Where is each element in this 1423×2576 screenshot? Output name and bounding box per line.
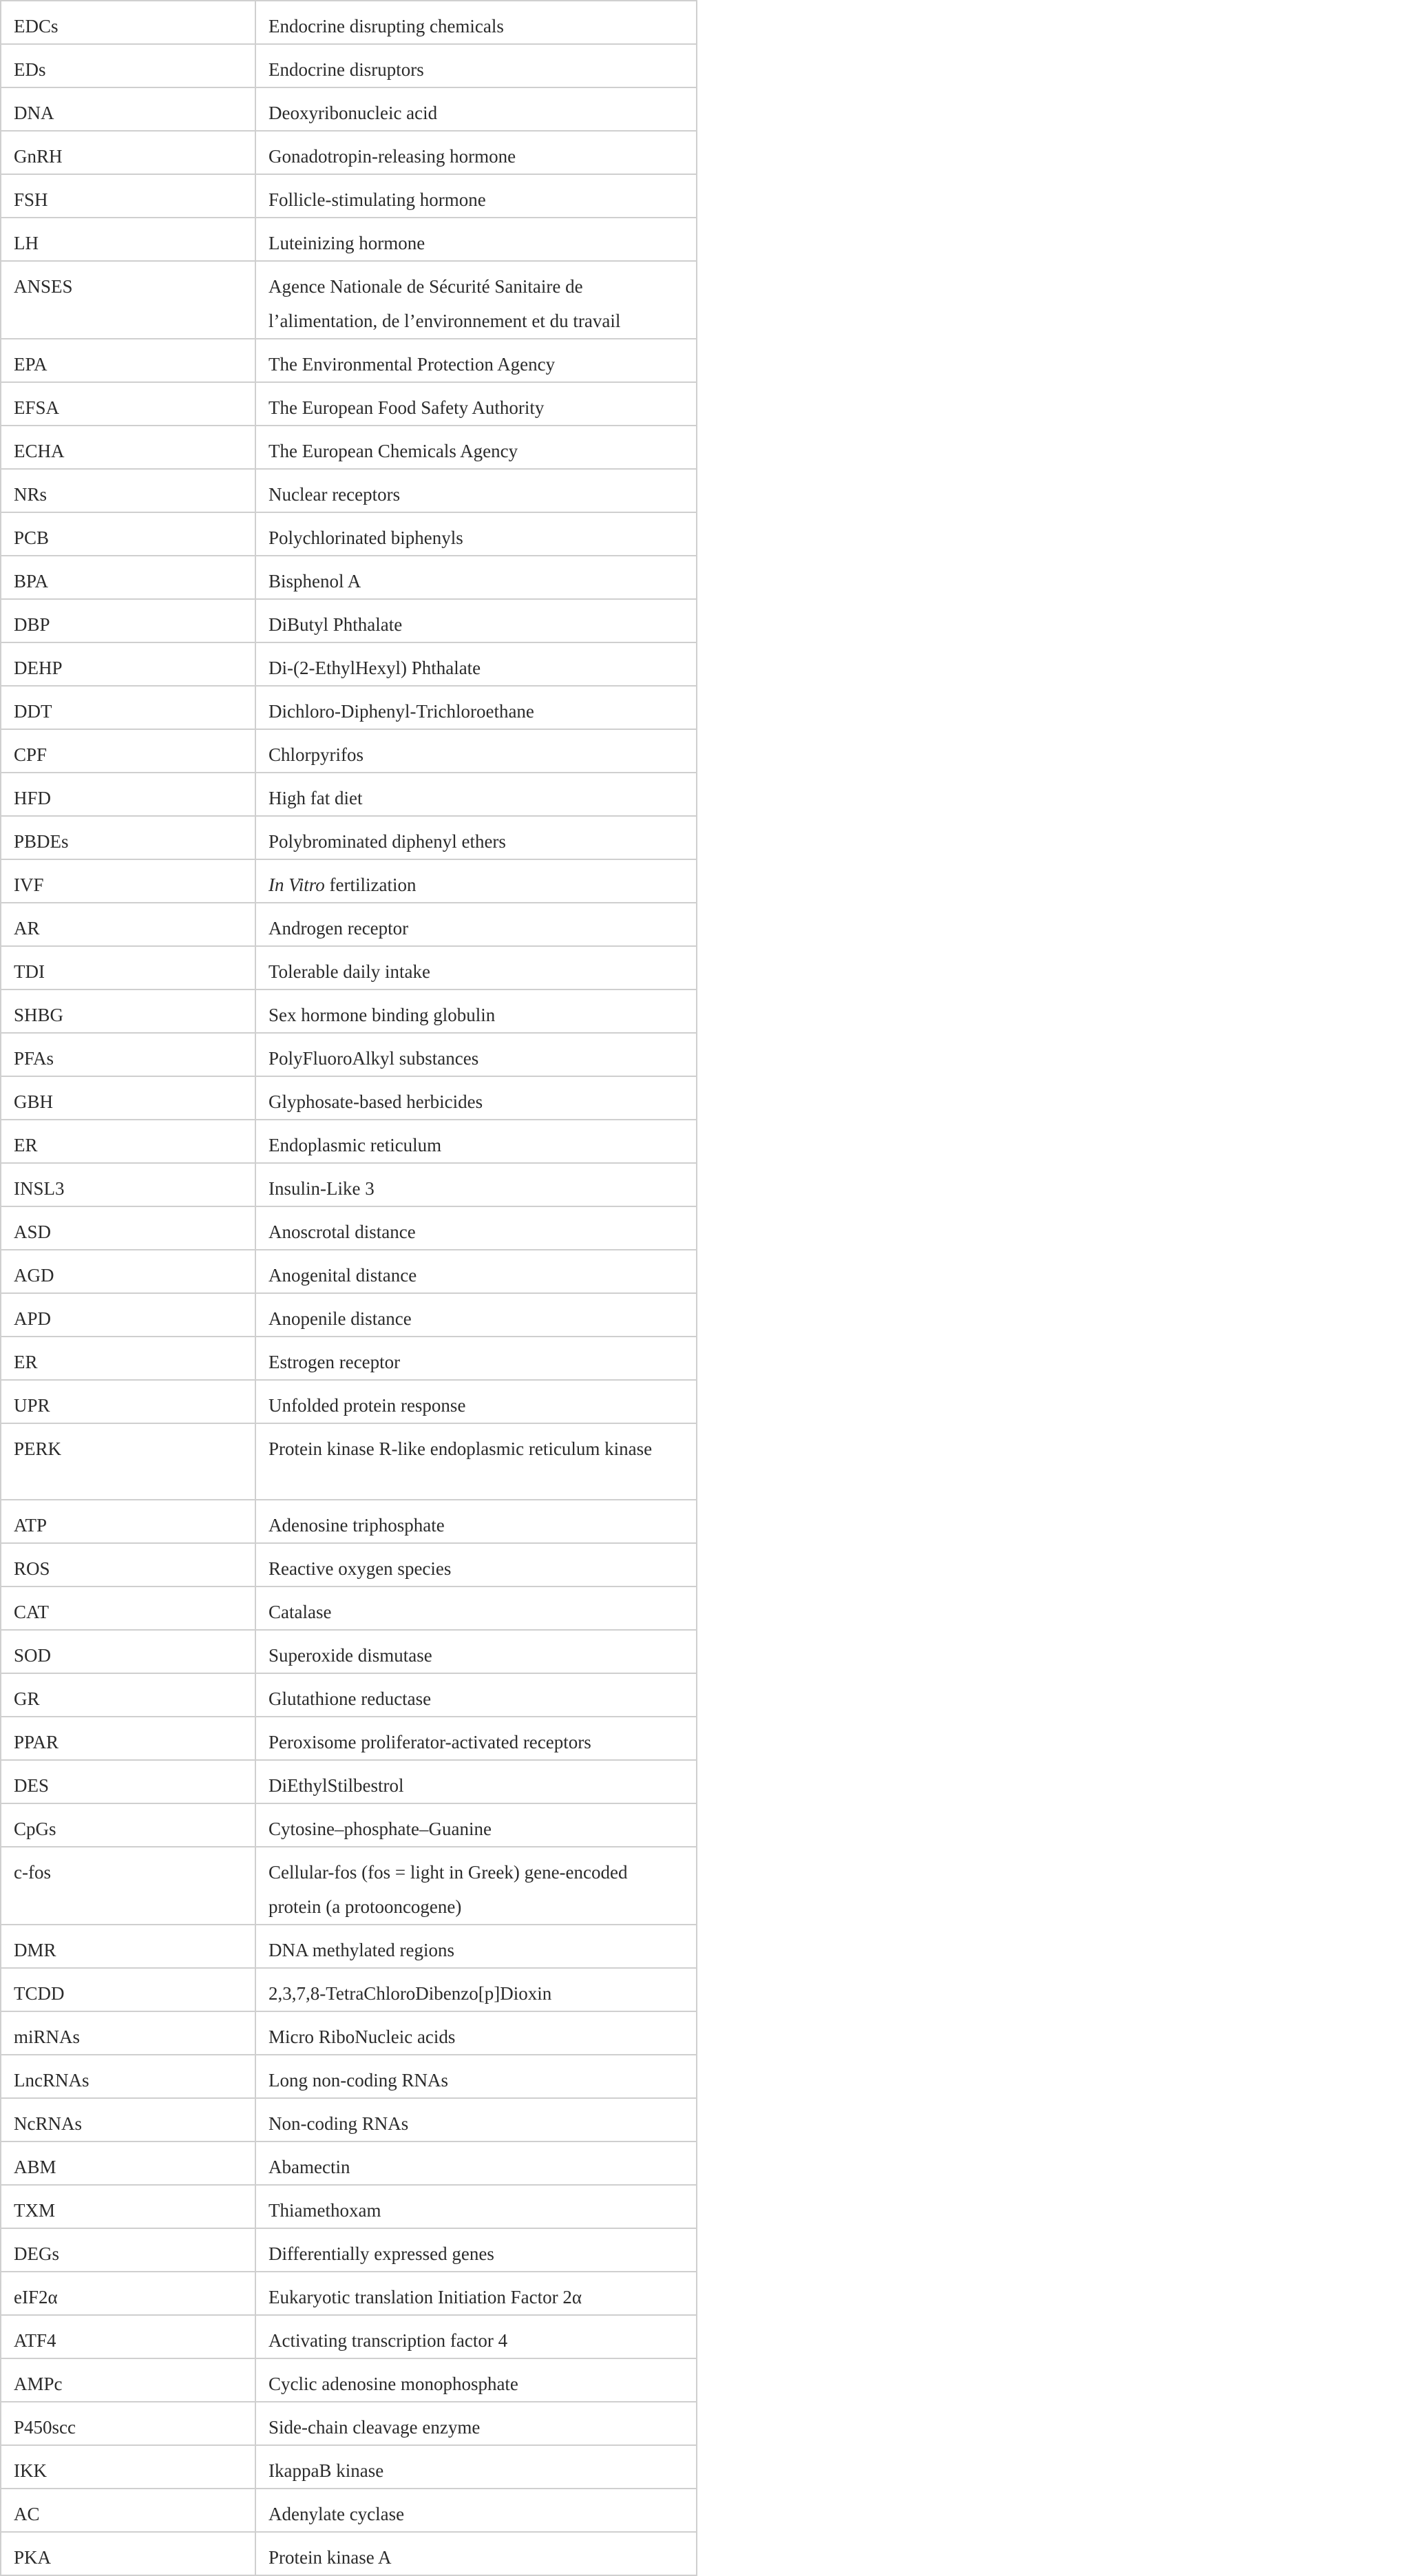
table-row [1,1163,697,1206]
definition-cell: Long non-coding RNAs [255,2055,697,2098]
table-row [1,1630,697,1673]
table-row [1,859,697,903]
table-row [1,2358,697,2402]
table-row [1,1120,697,1163]
definition-cell: The Environmental Protection Agency [255,339,697,382]
abbreviation-cell: P450scc [1,2402,255,2445]
abbreviation-cell: EDs [1,44,255,87]
definition-cell: Protein kinase R-like endoplasmic reticulum kinase [255,1423,697,1500]
definition-cell: The European Food Safety Authority [255,382,697,426]
definition-cell: Deoxyribonucleic acid [255,87,697,131]
abbreviation-cell: GnRH [1,131,255,174]
abbreviation-cell: AMPc [1,2358,255,2402]
definition-cell: Unfolded protein response [255,1380,697,1423]
definition-cell: Chlorpyrifos [255,729,697,773]
table-row [1,1293,697,1337]
abbreviations-table-body [1,1,697,2575]
table-row [1,382,697,426]
definition-cell: Dichloro-Diphenyl-Trichloroethane [255,686,697,729]
definition-cell: Micro RiboNucleic acids [255,2011,697,2055]
definition-cell: Cellular-fos (fos = light in Greek) gene-encoded protein (a protooncogene) [255,1847,697,1925]
abbreviation-cell: BPA [1,556,255,599]
table-row [1,2402,697,2445]
definition-cell: Endocrine disrupting chemicals [255,1,697,44]
table-row [1,1760,697,1803]
definition-cell: DiButyl Phthalate [255,599,697,642]
definition-cell: Thiamethoxam [255,2185,697,2228]
abbreviation-cell: DDT [1,686,255,729]
definition-cell: Androgen receptor [255,903,697,946]
definition-italic-text: In Vitro [268,875,325,895]
table-row [1,44,697,87]
abbreviation-cell: PFAs [1,1033,255,1076]
definition-cell: Di-(2-EthylHexyl) Phthalate [255,642,697,686]
abbreviation-cell: ECHA [1,426,255,469]
table-row [1,512,697,556]
table-row [1,1250,697,1293]
table-row [1,2445,697,2489]
definition-cell: Bisphenol A [255,556,697,599]
table-row [1,1380,697,1423]
abbreviation-cell: DBP [1,599,255,642]
table-row [1,2185,697,2228]
definition-cell: Sex hormone binding globulin [255,989,697,1033]
abbreviation-cell: TXM [1,2185,255,2228]
abbreviation-cell: EPA [1,339,255,382]
definition-cell: DNA methylated regions [255,1925,697,1968]
definition-cell: High fat diet [255,773,697,816]
definition-cell: Glutathione reductase [255,1673,697,1717]
abbreviation-cell: APD [1,1293,255,1337]
definition-cell: Superoxide dismutase [255,1630,697,1673]
abbreviation-cell: UPR [1,1380,255,1423]
abbreviation-cell: AR [1,903,255,946]
table-row [1,1673,697,1717]
table-row [1,2489,697,2532]
definition-cell: Adenylate cyclase [255,2489,697,2532]
abbreviation-cell: ER [1,1120,255,1163]
abbreviation-cell: LH [1,218,255,261]
table-row [1,1033,697,1076]
table-row [1,2532,697,2575]
table-row [1,989,697,1033]
abbreviation-cell: NcRNAs [1,2098,255,2142]
definition-cell: Anopenile distance [255,1293,697,1337]
abbreviation-cell: PPAR [1,1717,255,1760]
table-row [1,339,697,382]
abbreviation-cell: TCDD [1,1968,255,2011]
abbreviation-cell: EFSA [1,382,255,426]
definition-cell: Insulin-Like 3 [255,1163,697,1206]
abbreviation-cell: miRNAs [1,2011,255,2055]
table-row [1,686,697,729]
table-row [1,2011,697,2055]
table-row [1,1587,697,1630]
abbreviation-cell: DMR [1,1925,255,1968]
abbreviation-cell: ATP [1,1500,255,1543]
definition-cell: Anoscrotal distance [255,1206,697,1250]
abbreviation-cell: GBH [1,1076,255,1120]
table-row [1,1076,697,1120]
table-row [1,773,697,816]
definition-cell: Cyclic adenosine monophosphate [255,2358,697,2402]
definition-cell: Abamectin [255,2142,697,2185]
abbreviation-cell: AC [1,2489,255,2532]
abbreviation-cell: FSH [1,174,255,218]
definition-cell: Side-chain cleavage enzyme [255,2402,697,2445]
definition-cell: Gonadotropin-releasing hormone [255,131,697,174]
table-row [1,556,697,599]
definition-cell: Differentially expressed genes [255,2228,697,2272]
table-row [1,1337,697,1380]
definition-cell: Follicle-stimulating hormone [255,174,697,218]
table-row [1,729,697,773]
abbreviation-cell: DNA [1,87,255,131]
definition-cell: Non-coding RNAs [255,2098,697,2142]
definition-cell: Estrogen receptor [255,1337,697,1380]
table-row [1,469,697,512]
abbreviation-cell: PCB [1,512,255,556]
table-row [1,1803,697,1847]
abbreviation-cell: CAT [1,1587,255,1630]
definition-cell [255,859,697,903]
definition-cell: Catalase [255,1587,697,1630]
definition-cell: Nuclear receptors [255,469,697,512]
table-row [1,599,697,642]
abbreviation-cell: eIF2α [1,2272,255,2315]
table-row [1,2272,697,2315]
definition-cell: Eukaryotic translation Initiation Factor 2α [255,2272,697,2315]
table-row [1,1423,697,1500]
table-row [1,1,697,44]
table-row [1,2228,697,2272]
definition-cell: Protein kinase A [255,2532,697,2575]
table-row [1,1717,697,1760]
definition-cell: Tolerable daily intake [255,946,697,989]
definition-cell: Adenosine triphosphate [255,1500,697,1543]
table-row [1,218,697,261]
definition-cell: Endocrine disruptors [255,44,697,87]
table-row [1,131,697,174]
table-row [1,174,697,218]
definition-cell: Anogenital distance [255,1250,697,1293]
abbreviation-cell: IKK [1,2445,255,2489]
table-row [1,1925,697,1968]
abbreviation-cell: CPF [1,729,255,773]
definition-cell: Agence Nationale de Sécurité Sanitaire de l’alimentation, de l’environnement et du travail [255,261,697,339]
abbreviation-cell: HFD [1,773,255,816]
table-row [1,261,697,339]
table-row [1,1500,697,1543]
definition-cell: Activating transcription factor 4 [255,2315,697,2358]
table-row [1,642,697,686]
abbreviation-cell: SHBG [1,989,255,1033]
definition-cell: PolyFluoroAlkyl substances [255,1033,697,1076]
abbreviation-cell: PKA [1,2532,255,2575]
abbreviation-cell: ATF4 [1,2315,255,2358]
table-row [1,816,697,859]
table-row [1,2055,697,2098]
definition-cell: Cytosine–phosphate–Guanine [255,1803,697,1847]
abbreviation-cell: DES [1,1760,255,1803]
abbreviation-cell: ROS [1,1543,255,1587]
abbreviation-cell: LncRNAs [1,2055,255,2098]
definition-cell: DiEthylStilbestrol [255,1760,697,1803]
definition-text: fertilization [324,875,417,895]
table-row [1,2142,697,2185]
definition-cell: 2,3,7,8-TetraChloroDibenzo[p]Dioxin [255,1968,697,2011]
abbreviations-table [0,0,697,2576]
table-row [1,2098,697,2142]
definition-cell: Polybrominated diphenyl ethers [255,816,697,859]
table-row [1,1206,697,1250]
abbreviation-cell: PERK [1,1423,255,1500]
definition-cell: Endoplasmic reticulum [255,1120,697,1163]
abbreviation-cell: c-fos [1,1847,255,1925]
definition-cell: Reactive oxygen species [255,1543,697,1587]
table-row [1,1847,697,1925]
table-row [1,1543,697,1587]
abbreviation-cell: INSL3 [1,1163,255,1206]
table-row [1,946,697,989]
abbreviation-cell: EDCs [1,1,255,44]
definition-cell: IkappaB kinase [255,2445,697,2489]
abbreviation-cell: SOD [1,1630,255,1673]
definition-cell: Polychlorinated biphenyls [255,512,697,556]
abbreviation-cell: PBDEs [1,816,255,859]
table-row [1,426,697,469]
abbreviation-cell: CpGs [1,1803,255,1847]
table-row [1,1968,697,2011]
table-row [1,903,697,946]
definition-cell: Luteinizing hormone [255,218,697,261]
abbreviation-cell: ANSES [1,261,255,339]
abbreviation-cell: GR [1,1673,255,1717]
abbreviation-cell: AGD [1,1250,255,1293]
abbreviation-cell: TDI [1,946,255,989]
definition-cell: Glyphosate-based herbicides [255,1076,697,1120]
abbreviation-cell: ABM [1,2142,255,2185]
table-row [1,2315,697,2358]
table-row [1,87,697,131]
definition-cell: The European Chemicals Agency [255,426,697,469]
abbreviation-cell: DEHP [1,642,255,686]
abbreviation-cell: DEGs [1,2228,255,2272]
abbreviation-cell: IVF [1,859,255,903]
definition-cell: Peroxisome proliferator-activated receptors [255,1717,697,1760]
abbreviation-cell: ASD [1,1206,255,1250]
abbreviation-cell: NRs [1,469,255,512]
abbreviation-cell: ER [1,1337,255,1380]
